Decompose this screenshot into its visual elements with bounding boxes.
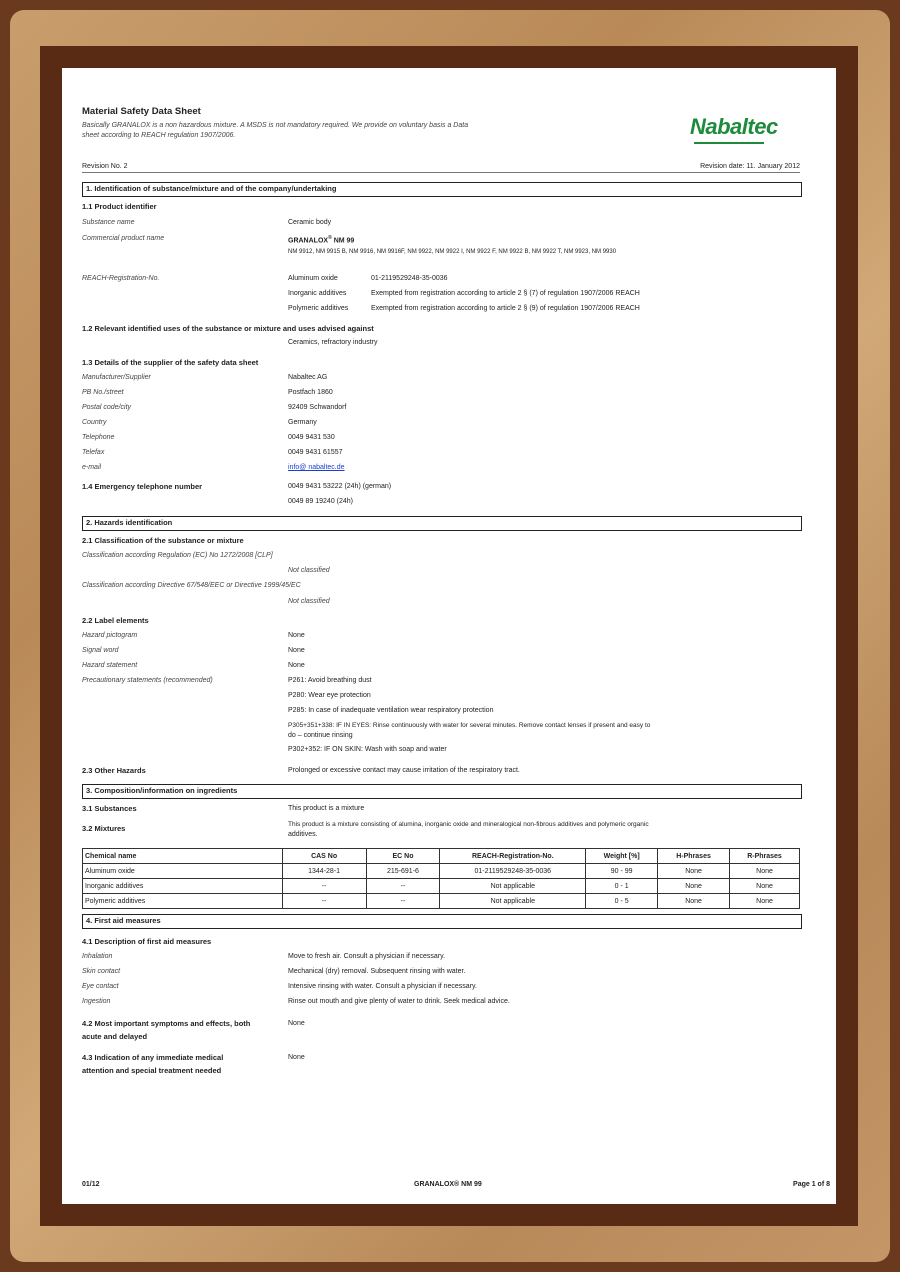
- label-row-1-value: None: [288, 647, 305, 654]
- column-header: H-Phrases: [658, 849, 730, 864]
- email-label: e-mail: [82, 464, 102, 471]
- heading-4-1: 4.1 Description of first aid measures: [82, 937, 212, 946]
- supplier-label-5: Telefax: [82, 449, 105, 456]
- substance-value: Ceramic body: [288, 219, 332, 226]
- column-header: Weight [%]: [586, 849, 658, 864]
- first-aid-label-2: Eye contact: [82, 983, 119, 990]
- section-4-header: [82, 914, 802, 929]
- heading-4-2-line-1: 4.2 Most important symptoms and effects, both: [82, 1019, 251, 1028]
- section-3-header: [82, 784, 802, 799]
- heading-2-1: 2.1 Classification of the substance or mixture: [82, 536, 244, 545]
- column-header: CAS No: [282, 849, 366, 864]
- footer-date: 01/12: [82, 1181, 100, 1188]
- first-aid-label-3: Ingestion: [82, 998, 111, 1005]
- precautionary-3: P305+351+338: IF IN EYES: Rinse continuously with water for several minutes. Remove contact lenses if present and easy to: [288, 722, 651, 729]
- label-row-0-value: None: [288, 632, 305, 639]
- section-1-title: 1. Identification of substance/mixture and of the company/undertaking: [86, 184, 337, 193]
- heading-4-3-line-1: 4.3 Indication of any immediate medical: [82, 1053, 224, 1062]
- reach-row-2-name: Polymeric additives: [288, 305, 349, 312]
- table-cell: 0 - 1: [586, 879, 658, 894]
- table-cell: None: [658, 894, 730, 909]
- heading-2-3: 2.3 Other Hazards: [82, 766, 146, 775]
- heading-2-2: 2.2 Label elements: [82, 616, 149, 625]
- section-2-header: [82, 516, 802, 531]
- first-aid-value-2: Intensive rinsing with water. Consult a physician if necessary.: [288, 983, 477, 990]
- heading-4-3-line-2: attention and special treatment needed: [82, 1066, 222, 1075]
- heading-1-2: 1.2 Relevant identified uses of the substance or mixture and uses advised against: [82, 324, 374, 333]
- first-aid-value-3: Rinse out mouth and give plenty of water to drink. Seek medical advice.: [288, 998, 510, 1005]
- precautionary-4: do – continue rinsing: [288, 732, 353, 739]
- emergency-phone-2: 0049 89 19240 (24h): [288, 498, 353, 505]
- table-cell: 0 - 5: [586, 894, 658, 909]
- heading-4-2-line-2: acute and delayed: [82, 1032, 148, 1041]
- column-header: EC No: [366, 849, 440, 864]
- table-cell: Aluminum oxide: [83, 864, 283, 879]
- symptoms-value: None: [288, 1020, 305, 1027]
- product-variants: NM 9912, NM 9915 B, NM 9916, NM 9916F, NM 9922, NM 9922 I, NM 9922 F, NM 9922 B, NM 9922 T, NM 9923, NM 9930: [288, 249, 617, 255]
- clp-label: Classification according Regulation (EC) No 1272/2008 [CLP]: [82, 552, 273, 559]
- supplier-label-1: PB No./street: [82, 389, 124, 396]
- substances-value: This product is a mixture: [288, 805, 365, 812]
- first-aid-value-0: Move to fresh air. Consult a physician if necessary.: [288, 953, 446, 960]
- reach-row-1-name: Inorganic additives: [288, 290, 347, 297]
- emergency-phone-1: 0049 9431 53222 (24h) (german): [288, 483, 392, 490]
- supplier-label-3: Country: [82, 419, 107, 426]
- footer-page-number: Page 1 of 8: [793, 1181, 830, 1188]
- directive-value: Not classified: [288, 598, 330, 605]
- reach-row-0-name: Aluminum oxide: [288, 275, 338, 282]
- precautionary-0: P261: Avoid breathing dust: [288, 677, 372, 684]
- table-row: [83, 894, 800, 909]
- heading-1-4: 1.4 Emergency telephone number: [82, 482, 203, 491]
- heading-3-1: 3.1 Substances: [82, 804, 137, 813]
- reach-row-1-value: Exempted from registration according to article 2 § (7) of regulation 1907/2006 REACH: [371, 290, 640, 297]
- supplier-value-0: Nabaltec AG: [288, 374, 328, 381]
- page-title: Material Safety Data Sheet: [82, 106, 201, 117]
- directive-label: Classification according Directive 67/548/EEC or Directive 1999/45/EC: [82, 582, 301, 589]
- supplier-label-4: Telephone: [82, 434, 115, 441]
- substance-label: Substance name: [82, 219, 135, 226]
- table-cell: 1344-28-1: [282, 864, 366, 879]
- precautionary-2: P285: In case of inadequate ventilation wear respiratory protection: [288, 707, 494, 714]
- table-cell: --: [366, 894, 440, 909]
- supplier-value-1: Postfach 1860: [288, 389, 333, 396]
- logo-underline: [694, 142, 764, 144]
- table-cell: Inorganic additives: [83, 879, 283, 894]
- table-cell: 215-691-6: [366, 864, 440, 879]
- table-cell: Not applicable: [440, 894, 586, 909]
- intro-line-2: sheet according to REACH regulation 1907/2006.: [82, 132, 236, 139]
- clp-value: Not classified: [288, 567, 330, 574]
- revision-date: Revision date: 11. January 2012: [700, 163, 800, 170]
- nabaltec-logo: Nabaltec: [690, 114, 778, 139]
- heading-1-3: 1.3 Details of the supplier of the safety data sheet: [82, 358, 259, 367]
- revision-number: Revision No. 2: [82, 163, 128, 170]
- supplier-label-2: Postal code/city: [82, 404, 132, 411]
- mixtures-line-2: additives.: [288, 831, 318, 838]
- table-row: [83, 864, 800, 879]
- medical-attention-value: None: [288, 1054, 305, 1061]
- table-cell: 01-2119529248-35-0036: [440, 864, 586, 879]
- composition-table: [82, 848, 800, 909]
- first-aid-value-1: Mechanical (dry) removal. Subsequent rinsing with water.: [288, 968, 466, 975]
- table-row: [83, 879, 800, 894]
- table-cell: --: [366, 879, 440, 894]
- supplier-label-0: Manufacturer/Supplier: [82, 374, 151, 381]
- label-row-2-label: Hazard statement: [82, 662, 138, 669]
- product-name: GRANALOX® NM 99: [288, 235, 355, 245]
- document-page: [62, 68, 836, 1204]
- table-cell: Not applicable: [440, 879, 586, 894]
- supplier-value-2: 92409 Schwandorf: [288, 404, 347, 411]
- supplier-value-5: 0049 9431 61557: [288, 449, 343, 456]
- column-header: Chemical name: [83, 849, 283, 864]
- table-cell: None: [730, 864, 800, 879]
- section-2-title: 2. Hazards identification: [86, 518, 173, 527]
- other-hazards: Prolonged or excessive contact may cause irritation of the respiratory tract.: [288, 767, 520, 774]
- heading-3-2: 3.2 Mixtures: [82, 824, 126, 833]
- reach-label: REACH-Registration-No.: [82, 275, 160, 282]
- email-link[interactable]: info@ nabaltec.de: [288, 464, 345, 471]
- header-rule: [82, 172, 800, 173]
- table-cell: 90 - 99: [586, 864, 658, 879]
- identified-uses: Ceramics, refractory industry: [288, 339, 378, 346]
- first-aid-label-0: Inhalation: [82, 953, 113, 960]
- supplier-value-3: Germany: [288, 419, 317, 426]
- table-cell: Polymeric additives: [83, 894, 283, 909]
- supplier-value-4: 0049 9431 530: [288, 434, 335, 441]
- reach-row-2-value: Exempted from registration according to article 2 § (9) of regulation 1907/2006 REACH: [371, 305, 640, 312]
- label-row-2-value: None: [288, 662, 305, 669]
- section-3-title: 3. Composition/information on ingredients: [86, 786, 238, 795]
- product-label: Commercial product name: [82, 235, 165, 242]
- footer-product: GRANALOX® NM 99: [414, 1181, 482, 1188]
- reach-row-0-value: 01-2119529248-35-0036: [371, 275, 448, 282]
- section-4-title: 4. First aid measures: [86, 916, 161, 925]
- heading-1-1: 1.1 Product identifier: [82, 202, 157, 211]
- first-aid-label-1: Skin contact: [82, 968, 121, 975]
- precautionary-label: Precautionary statements (recommended): [82, 677, 213, 684]
- mixtures-line-1: This product is a mixture consisting of alumina, inorganic oxide and mineralogical non-fibrous additives and polymeric organic: [288, 821, 649, 828]
- table-cell: None: [658, 864, 730, 879]
- table-cell: --: [282, 879, 366, 894]
- table-cell: None: [730, 879, 800, 894]
- intro-line-1: Basically GRANALOX is a non hazardous mixture. A MSDS is not mandatory required. We provide on voluntary basis a Data: [82, 122, 469, 129]
- precautionary-1: P280: Wear eye protection: [288, 692, 371, 699]
- section-1-header: [82, 182, 802, 197]
- table-cell: None: [730, 894, 800, 909]
- table-cell: None: [658, 879, 730, 894]
- precautionary-5: P302+352: IF ON SKIN: Wash with soap and water: [288, 746, 447, 753]
- column-header: REACH-Registration-No.: [440, 849, 586, 864]
- column-header: R-Phrases: [730, 849, 800, 864]
- table-header-row: [83, 849, 800, 864]
- label-row-0-label: Hazard pictogram: [82, 632, 138, 639]
- label-row-1-label: Signal word: [82, 647, 119, 654]
- table-cell: --: [282, 894, 366, 909]
